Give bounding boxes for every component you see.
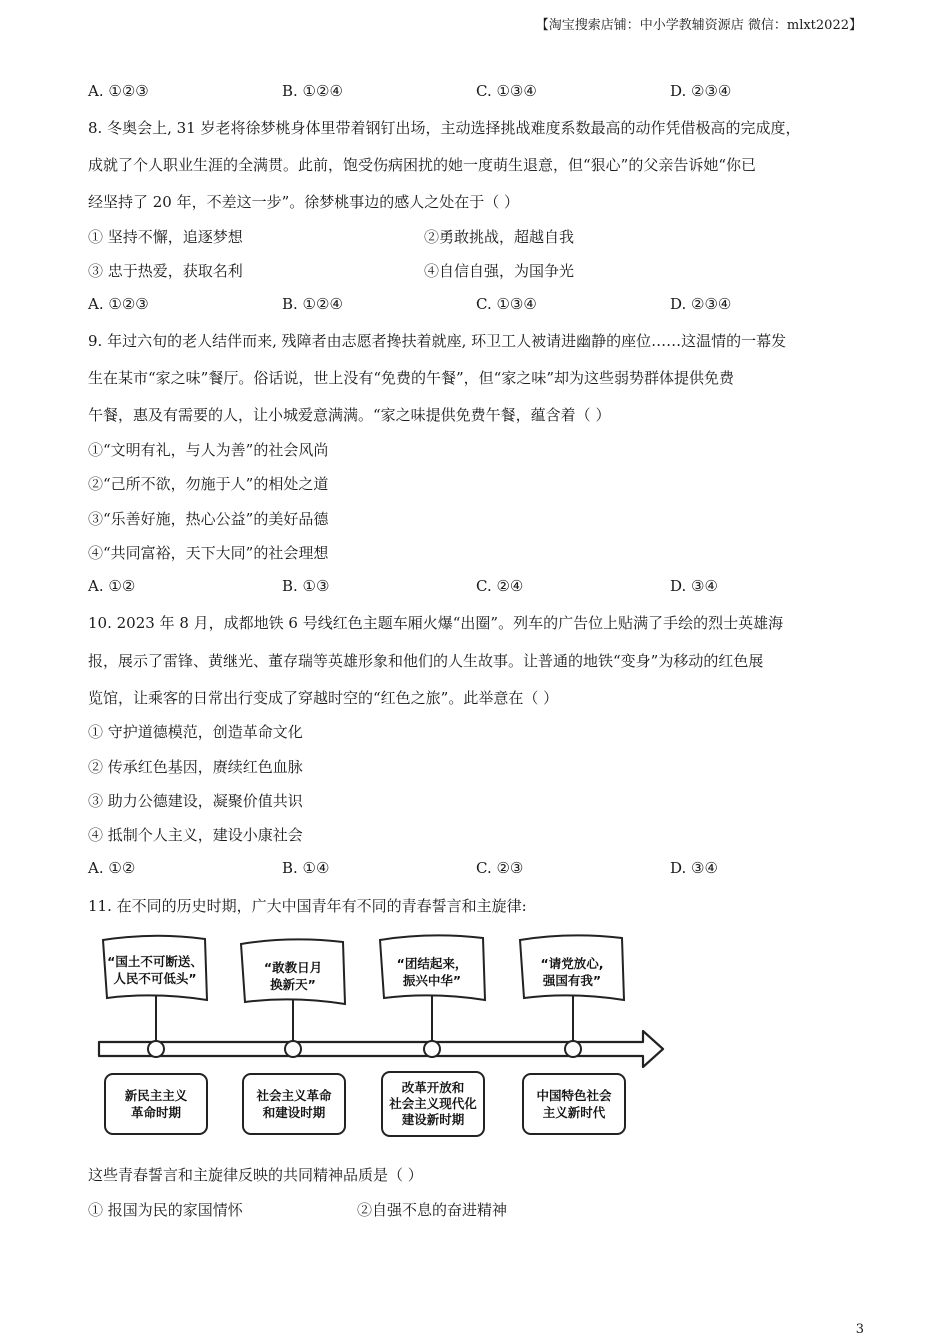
page-header: 【淘宝搜索店铺：中小学教辅资源店 微信：mlxt2022】 xyxy=(535,18,862,33)
q11-item-1: ① 报国为民的家国情怀 xyxy=(88,1201,243,1219)
period-1-line-2: 革命时期 xyxy=(130,1105,182,1120)
q9-item-2: ②“己所不欲，勿施于人”的相处之道 xyxy=(88,475,329,493)
period-2-line-2: 和建设时期 xyxy=(262,1105,326,1120)
timeline-node xyxy=(424,1041,440,1057)
period-3-line-2: 社会主义现代化 xyxy=(389,1096,477,1111)
flag-3 xyxy=(380,935,485,1057)
q8-option-b: B. ①②④ xyxy=(282,295,343,313)
period-3-line-1: 改革开放和 xyxy=(401,1080,465,1095)
q9-item-1: ①“文明有礼，与人为善”的社会风尚 xyxy=(88,441,329,459)
q9-line-2: 生在某市“家之味”餐厅。俗话说，世上没有“免费的午餐”，但“家之味”却为这些弱势群体提供免费 xyxy=(88,369,735,387)
q8-option-d: D. ②③④ xyxy=(670,295,732,313)
flag-1-line-1: “国土不可断送、 xyxy=(107,954,203,969)
flag-1-line-2: 人民不可低头” xyxy=(113,971,197,986)
q10-line-1: 10. 2023 年 8 月，成都地铁 6 号线红色主题车厢火爆“出圈”。列车的广告位上贴满了手绘的烈士英雄海 xyxy=(88,614,784,632)
period-box-4 xyxy=(523,1074,625,1134)
q11-stem: 11. 在不同的历史时期，广大中国青年有不同的青春誓言和主旋律: xyxy=(88,897,527,915)
q10-item-2: ② 传承红色基因，赓续红色血脉 xyxy=(88,758,303,776)
timeline-node xyxy=(148,1041,164,1057)
flag-4-line-1: “请党放心, xyxy=(540,956,604,971)
flag-4 xyxy=(520,935,624,1057)
q10-option-d: D. ③④ xyxy=(670,859,718,877)
q10-option-a: A. ①② xyxy=(88,859,136,877)
period-box-3 xyxy=(382,1072,484,1136)
q10-item-4: ④ 抵制个人主义，建设小康社会 xyxy=(88,826,303,844)
q8-item-3: ③ 忠于热爱，获取名利 xyxy=(88,262,243,280)
q9-line-1: 9. 年过六旬的老人结伴而来, 残障者由志愿者搀扶着就座, 环卫工人被请进幽静的座位……这温情的一幕发 xyxy=(88,332,787,350)
q9-option-b: B. ①③ xyxy=(282,577,330,595)
q7-option-d: D. ②③④ xyxy=(670,82,732,100)
timeline-node xyxy=(565,1041,581,1057)
period-3-line-3: 建设新时期 xyxy=(401,1112,465,1127)
q9-option-d: D. ③④ xyxy=(670,577,718,595)
q7-option-c: C. ①③④ xyxy=(476,82,537,100)
flag-4-line-2: 强国有我” xyxy=(542,973,602,988)
q10-option-c: C. ②③ xyxy=(476,859,524,877)
q10-item-1: ① 守护道德模范，创造革命文化 xyxy=(88,723,303,741)
q7-option-a: A. ①②③ xyxy=(88,82,149,100)
q8-option-a: A. ①②③ xyxy=(88,295,149,313)
flag-2-line-2: 换新天” xyxy=(270,977,316,992)
q10-line-2: 报，展示了雷锋、黄继光、董存瑞等英雄形象和他们的人生故事。让普通的地铁“变身”为移动的红色展 xyxy=(88,652,764,670)
q9-option-a: A. ①② xyxy=(88,577,136,595)
period-2-line-1: 社会主义革命 xyxy=(256,1088,332,1103)
q10-line-3: 览馆，让乘客的日常出行变成了穿越时空的“红色之旅”。此举意在（ ） xyxy=(88,689,559,707)
q8-item-2: ②勇敢挑战，超越自我 xyxy=(424,228,575,246)
q8-line-2: 成就了个人职业生涯的全满贯。此前，饱受伤病困扰的她一度萌生退意，但“狠心”的父亲告诉她“你已 xyxy=(88,156,757,174)
flag-1 xyxy=(103,936,207,1057)
q11-item-2: ②自强不息的奋进精神 xyxy=(357,1201,508,1219)
q9-option-c: C. ②④ xyxy=(476,577,524,595)
q7-option-b: B. ①②④ xyxy=(282,82,343,100)
period-box-1 xyxy=(105,1074,207,1134)
flag-3-line-1: “团结起来， xyxy=(396,956,468,971)
flag-2-line-1: “敢教日月 xyxy=(263,960,323,975)
q10-item-3: ③ 助力公德建设，凝聚价值共识 xyxy=(88,792,303,810)
page-number: 3 xyxy=(855,1322,864,1337)
q8-line-1: 8. 冬奥会上, 31 岁老将徐梦桃身体里带着钢钉出场，主动选择挑战难度系数最高的动作凭借极高的完成度， xyxy=(88,119,801,137)
q10-option-b: B. ①④ xyxy=(282,859,330,877)
timeline-diagram xyxy=(95,928,670,1143)
timeline-node xyxy=(285,1041,301,1057)
period-4-line-1: 中国特色社会 xyxy=(536,1088,612,1103)
period-1-line-1: 新民主主义 xyxy=(124,1088,188,1103)
q8-item-4: ④自信自强，为国争光 xyxy=(424,262,575,280)
q8-option-c: C. ①③④ xyxy=(476,295,537,313)
q9-item-4: ④“共同富裕，天下大同”的社会理想 xyxy=(88,544,329,562)
q9-item-3: ③“乐善好施，热心公益”的美好品德 xyxy=(88,510,329,528)
period-box-2 xyxy=(243,1074,345,1134)
period-4-line-2: 主义新时代 xyxy=(542,1105,606,1120)
q9-line-3: 午餐，惠及有需要的人，让小城爱意满满。“家之味提供免费午餐，蕴含着（ ） xyxy=(88,406,611,424)
flag-3-line-2: 振兴中华” xyxy=(402,973,462,988)
q8-item-1: ① 坚持不懈，追逐梦想 xyxy=(88,228,243,246)
q11-question: 这些青春誓言和主旋律反映的共同精神品质是（ ） xyxy=(88,1166,423,1184)
flag-2 xyxy=(241,939,345,1057)
q8-line-3: 经坚持了 20 年，不差这一步”。徐梦桃事边的感人之处在于（ ） xyxy=(88,193,520,211)
